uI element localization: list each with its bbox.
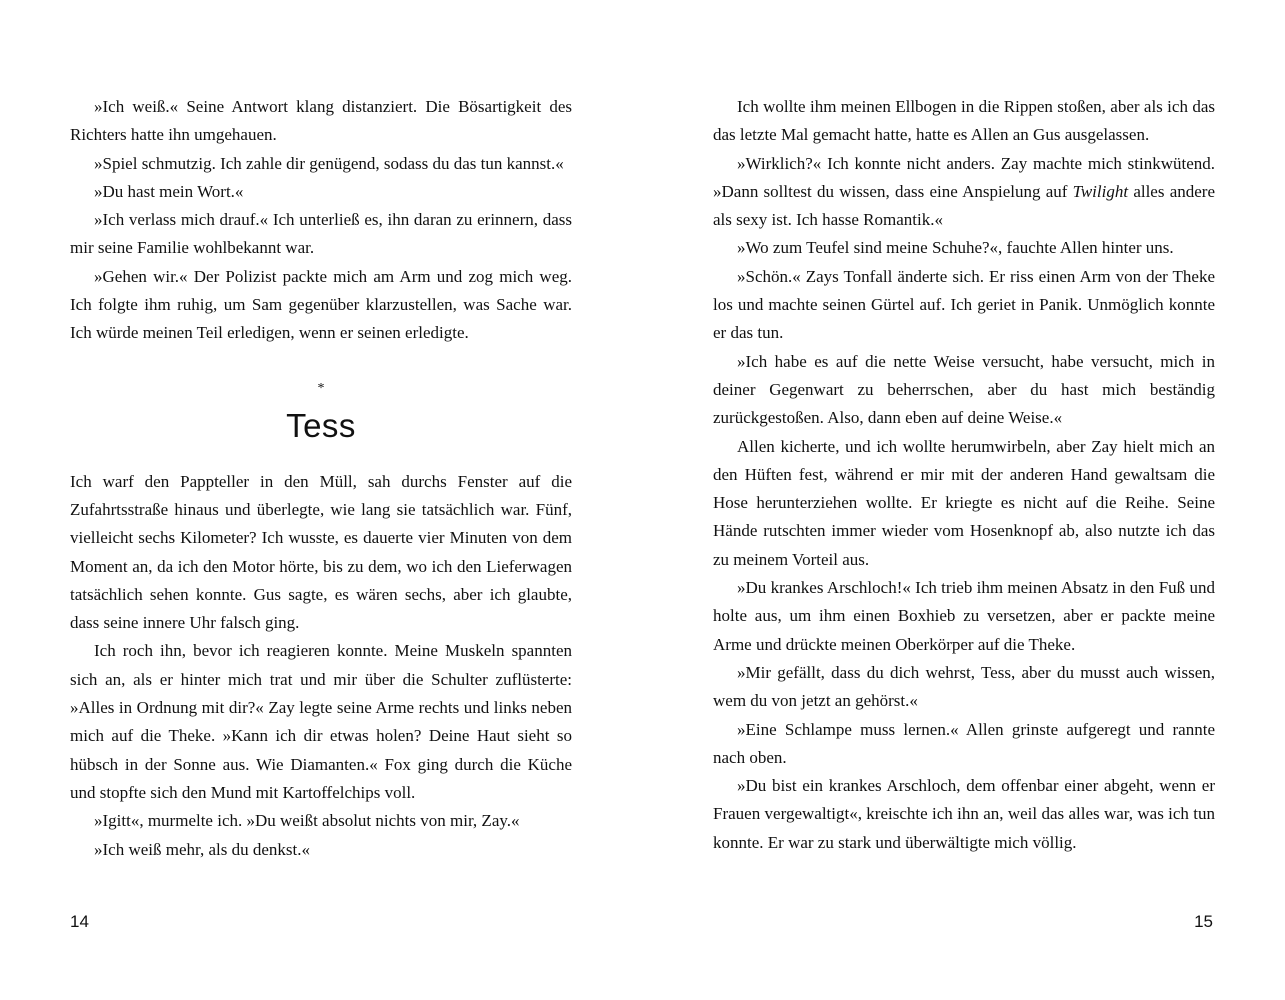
paragraph: »Igitt«, murmelte ich. »Du weißt absolut nichts von mir, Zay.« — [94, 811, 520, 831]
paragraph: »Mir gefällt, dass du dich wehrst, Tess, aber du musst auch wissen, wem du von jetzt an gehörst.« — [713, 662, 1215, 711]
left-page — [70, 93, 572, 864]
paragraph: Ich warf den Pappteller in den Müll, sah durchs Fenster auf die Zufahrtsstraße hinaus und überlegte, wie lang sie tatsächlich war. Fünf, vielleicht sechs Kilometer? Ich wusste, es dauerte vier Minuten von dem Moment an, da ich den Motor hörte, bis zu dem, wo ich den Lieferwagen tatsächlich sehen konnte. Gus sagte, es wären sechs, aber ich glaubte, dass seine innere Uhr falsch ging. — [70, 471, 572, 633]
paragraph: »Du krankes Arschloch!« Ich trieb ihm meinen Absatz in den Fuß und holte aus, um ihm einen Boxhieb zu versetzen, aber er packte meine Arme und drückte meinen Oberkörper auf die Theke. — [713, 578, 1215, 654]
paragraph: »Du bist ein krankes Arschloch, dem offenbar einer abgeht, wenn er Frauen vergewaltigt«, kreischte ich ihn an, weil das alles war, was ich tun konnte. Er war zu stark und überwältigte mich völlig. — [713, 776, 1215, 852]
paragraph: Ich wollte ihm meinen Ellbogen in die Rippen stoßen, aber als ich das das letzte Mal gemacht hatte, hatte es Allen an Gus ausgelassen. — [713, 97, 1215, 145]
paragraph: »Eine Schlampe muss lernen.« Allen grinste aufgeregt und rannte nach oben. — [713, 719, 1215, 767]
paragraph — [713, 150, 1215, 235]
paragraph: »Spiel schmutzig. Ich zahle dir genügend, sodass du das tun kannst.« — [94, 153, 564, 173]
text-run: »Wirklich?« Ich konnte nicht anders. Zay machte mich stinkwütend. »Dann solltest du wissen, dass eine Anspielung auf — [713, 153, 1215, 201]
paragraph: Allen kicherte, und ich wollte herumwirbeln, aber Zay hielt mich an den Hüften fest, während er mir mit der anderen Hand gewaltsam die Hose herunterziehen wollte. Er kriegte es nicht auf die Reihe. Seine Hände rutschten immer wieder vom Hosenknopf ab, also nutzte ich das zu meinem Vorteil aus. — [713, 436, 1215, 569]
paragraph: »Ich verlass mich drauf.« Ich unterließ es, ihn daran zu erinnern, dass mir seine Familie wohlbekannt war. — [70, 210, 572, 258]
paragraph: »Gehen wir.« Der Polizist packte mich am Arm und zog mich weg. Ich folgte ihm ruhig, um Sam gegenüber klarzustellen, was Sache war. Ich würde meinen Teil erledigen, wenn er seinen erledigte. — [70, 266, 572, 343]
text-run: alles andere als sexy ist. Ich hasse Romantik.« — [713, 181, 1215, 230]
paragraph: »Ich weiß mehr, als du denkst.« — [94, 839, 311, 859]
paragraph: »Wo zum Teufel sind meine Schuhe?«, fauchte Allen hinter uns. — [737, 238, 1174, 258]
paragraph: »Ich weiß.« Seine Antwort klang distanziert. Die Bösartigkeit des Richters hatte ihn umgehauen. — [70, 97, 572, 145]
page-number-right: 15 — [1194, 912, 1213, 931]
paragraph: »Ich habe es auf die nette Weise versucht, habe versucht, mich in deiner Gegenwart zu beherrschen, aber du hast mich beständig zurückgestoßen. Also, dann eben auf deine Weise.« — [713, 351, 1215, 428]
chapter-heading: Tess — [286, 406, 356, 444]
paragraph: Ich roch ihn, bevor ich reagieren konnte. Meine Muskeln spannten sich an, als er hinter mich trat und mir über die Schulter zuflüsterte: »Alles in Ordnung mit dir?« Zay legte seine Arme rechts und links neben mich auf die Theke. »Kann ich dir etwas holen? Deine Haut sieht so hübsch in der Sonne aus. Wie Diamanten.« Fox ging durch die Küche und stopfte sich den Mund mit Kartoffelchips voll. — [70, 641, 572, 802]
scene-separator: * — [317, 380, 325, 396]
right-page — [713, 93, 1215, 857]
paragraph: »Du hast mein Wort.« — [94, 181, 244, 201]
book-title-italic: Twilight — [1072, 181, 1129, 201]
paragraph: »Schön.« Zays Tonfall änderte sich. Er riss einen Arm von der Theke los und machte seinen Gürtel auf. Ich geriet in Panik. Unmöglich konnte er das tun. — [713, 266, 1215, 343]
page-number-left: 14 — [70, 912, 89, 931]
